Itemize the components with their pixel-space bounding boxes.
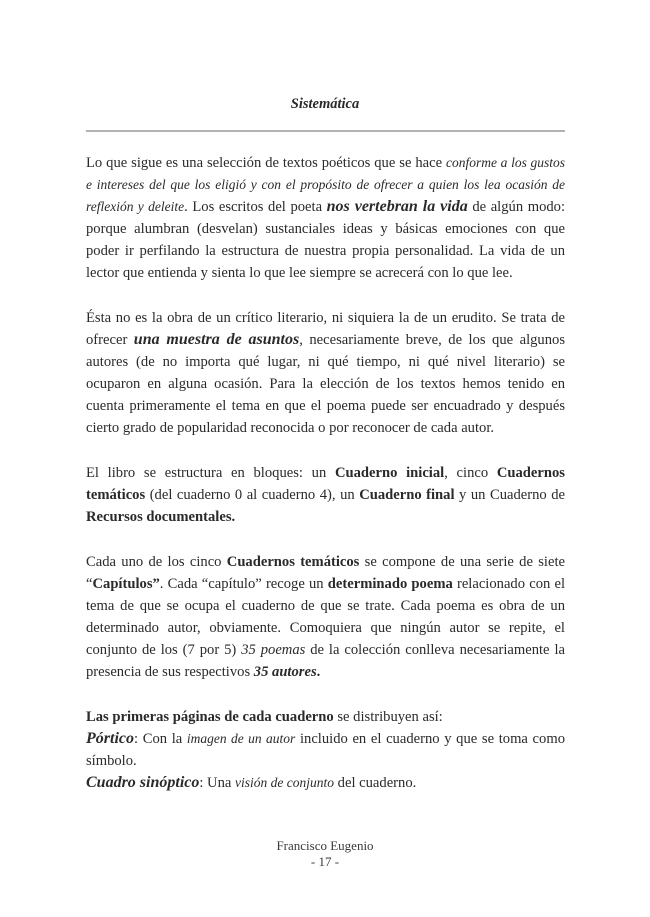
running-header: Sistemática [290, 96, 360, 112]
text-run: . Los escritos del poeta [184, 199, 327, 215]
section-lead: Cuadro sinóptico [86, 774, 200, 791]
text-run: Ésta no es la obra de un crítico literario, ni siquiera la de un erudito. Se trata de ofrecer [86, 310, 565, 348]
text-run: , cinco [444, 465, 497, 481]
emphasis-phrase: una muestra de asuntos [133, 331, 300, 348]
text-run: . Cada “capítulo” recoge un [159, 576, 328, 592]
text-run: , necesariamente breve, de los que algunos autores (de no importa qué lugar, ni qué tiempo, ni qué nivel literario) se ocuparon en alguna ocasión. Para la elección de los textos hemos tenido en cuenta primeramente el tema en que el poema puede ser encuadrado y después cierto grado de popularidad reconocida o por reconocer de cada autor. [86, 332, 565, 436]
text-run: : Con la [134, 731, 187, 747]
page-number: - 17 - [310, 854, 340, 869]
paragraph-3 [86, 462, 565, 528]
text-run: relacionado con el tema de que se ocupa el cuaderno de que se trate. Cada poema es obra de un determinado autor, obviamente. Comoquiera que ningún autor se repite, el conjunto de los (7 por 5) [86, 576, 565, 658]
bold-term: Cuadernos temáticos [86, 465, 565, 503]
emphasis-phrase: nos vertebran la vida [326, 198, 468, 215]
text-run: de algún modo: porque alumbran (desvelan) sustanciales ideas y básicas emociones con que poder ir perfilando la estructura de nuestra propia personalidad. La vida de un lector que entienda y sienta lo que lee siempre se acrecerá con lo que lee. [86, 199, 566, 281]
italic-phrase: 35 poemas [241, 642, 306, 658]
bold-term: Capítulos” [92, 576, 160, 592]
text-run: de la colección conlleva necesariamente la presencia de sus respectivos [86, 642, 565, 680]
footer-author: Francisco Eugenio [276, 838, 374, 853]
bold-term: Cuaderno inicial [334, 465, 445, 481]
paragraph-4 [86, 551, 565, 683]
bold-term: Recursos documentales. [86, 509, 236, 525]
paragraph-7 [86, 772, 565, 794]
header-rule [86, 130, 565, 132]
bold-term: Cuaderno final [359, 487, 455, 503]
italic-phrase: visión de conjunto [235, 775, 335, 790]
text-run: incluido en el cuaderno y que se toma como símbolo. [86, 731, 565, 769]
text-run: se compone de una serie de siete “ [86, 554, 565, 592]
paragraph-6 [86, 728, 565, 772]
section-lead: Pórtico [86, 730, 134, 747]
paragraph-1 [86, 152, 565, 284]
bold-term: Cuadernos temáticos [226, 554, 360, 570]
paragraph-2 [86, 307, 565, 439]
bold-italic-term: 35 autores [253, 664, 317, 680]
text-run: . [316, 664, 321, 680]
text-run: y un Cuaderno de [454, 487, 565, 503]
italic-phrase: imagen de un autor [186, 731, 296, 746]
text-run: (del cuaderno 0 al cuaderno 4), un [145, 487, 360, 503]
bold-term: determinado poema [327, 576, 453, 592]
text-run: Cada uno de los cinco [86, 554, 227, 570]
bold-term: Las primeras páginas de cada cuaderno [86, 709, 334, 725]
text-run: Lo que sigue es una selección de textos poéticos que se hace [86, 155, 447, 171]
text-run: se distribuyen así: [333, 709, 443, 725]
paragraph-5 [86, 706, 565, 728]
body-text [86, 152, 565, 794]
page-footer [0, 838, 650, 870]
text-run: El libro se estructura en bloques: un [86, 465, 335, 481]
italic-phrase: conforme a los gustos e intereses del que los eligió y con el propósito de ofrecer a quien los lea ocasión de reflexión y deleite [86, 155, 565, 214]
text-run: del cuaderno. [334, 775, 417, 791]
text-run: : Una [199, 775, 236, 791]
